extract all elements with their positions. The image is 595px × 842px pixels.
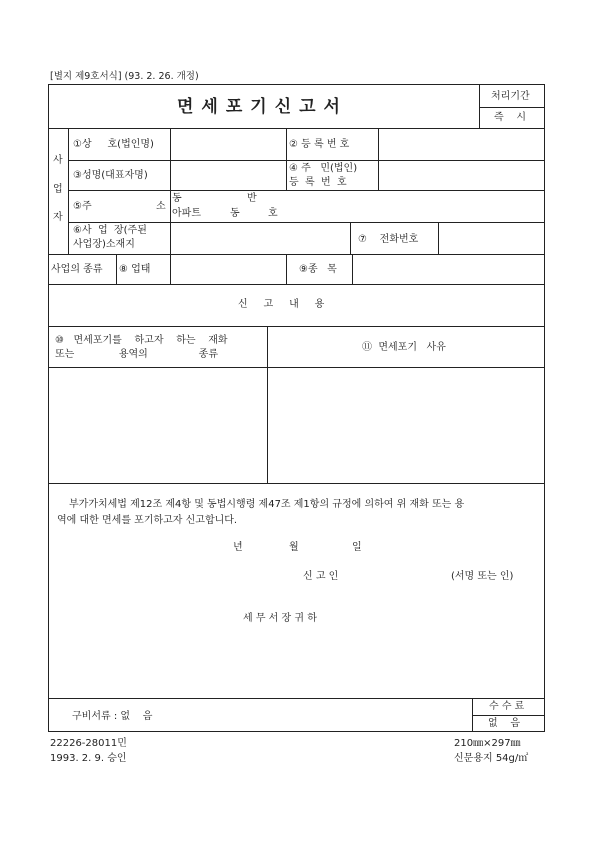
address-apartment: 아파트 [172, 208, 201, 219]
exempt-goods-label-line2: 또는 용역의 종류 [55, 349, 218, 360]
processing-period-value: 즉 시 [494, 112, 527, 123]
business-category-label: ⑧ 업태 [119, 264, 151, 275]
paper-size: 210㎜×297㎜ [454, 738, 521, 749]
exempt-goods-field[interactable] [50, 369, 265, 481]
declarant-label: 신 고 인 [303, 571, 339, 582]
address-field[interactable] [290, 192, 543, 220]
fee-label: 수 수 료 [489, 701, 525, 712]
trade-name-label: ①상 호(법인명) [73, 139, 154, 150]
workplace-address-field[interactable] [172, 224, 348, 252]
business-type-label: 사업의 종류 [51, 264, 103, 275]
resident-number-field[interactable] [380, 162, 543, 188]
waiver-reason-label: ⑪ 면세포기 사유 [362, 342, 446, 353]
waiver-reason-field[interactable] [269, 369, 543, 481]
applicant-side-label-3: 자 [53, 212, 63, 223]
approval-date: 1993. 2. 9. 승인 [50, 753, 127, 764]
resident-number-label-line1: ④ 주 민(법인) [289, 163, 358, 174]
address-label-left: ⑤주 [73, 201, 92, 212]
business-item-field[interactable] [354, 256, 543, 282]
tax-office-addressee: 세 무 서 장 귀 하 [243, 613, 317, 624]
processing-period-label: 처리기간 [491, 91, 530, 102]
registration-number-field[interactable] [380, 130, 543, 158]
declaration-text-line2: 역에 대한 면세를 포기하고자 신고합니다. [57, 515, 238, 526]
business-category-field[interactable] [172, 256, 284, 282]
signature-label: (서명 또는 인) [451, 571, 514, 582]
address-unit: 호 [268, 208, 278, 219]
form-code: 22226-28011민 [50, 738, 127, 749]
date-year-label: 년 [233, 542, 243, 553]
fee-value: 없 음 [488, 718, 521, 729]
address-label-right: 소 [156, 201, 166, 212]
phone-field[interactable] [440, 224, 543, 252]
date-day-label: 일 [352, 542, 362, 553]
business-item-label: ⑨종 목 [299, 264, 337, 275]
exempt-goods-label-line1: ⑩ 면세포기를 하고자 하는 재화 [55, 335, 228, 346]
trade-name-field[interactable] [172, 130, 284, 158]
attachments-label: 구비서류 : 없 음 [72, 711, 153, 722]
resident-number-label-line2: 등 록 번 호 [289, 177, 347, 188]
paper-type: 신문용지 54g/㎡ [454, 753, 529, 764]
registration-number-label: ② 등 록 번 호 [289, 139, 350, 150]
declaration-text-line1: 부가가치세법 제12조 제4항 및 동법시행령 제47조 제1항의 규정에 의하여 위 재화 또는 용 [69, 499, 465, 510]
representative-name-label: ③성명(대표자명) [73, 170, 148, 181]
form-version-note: [별지 제9호서식] (93. 2. 26. 개정) [50, 71, 199, 82]
address-dong: 동 [172, 193, 182, 204]
address-ban: 반 [247, 193, 257, 204]
date-month-label: 월 [289, 542, 299, 553]
phone-label: ⑦ 전화번호 [358, 234, 419, 245]
workplace-label-line2: 사업장)소재지 [73, 239, 135, 250]
report-content-heading: 신 고 내 용 [238, 299, 325, 310]
workplace-label-line1: ⑥사 업 장(주된 [73, 225, 147, 236]
applicant-side-label-1: 사 [53, 155, 63, 166]
address-building: 동 [230, 208, 240, 219]
form-title: 면세포기신고서 [177, 97, 348, 117]
applicant-side-label-2: 업 [53, 184, 63, 195]
representative-name-field[interactable] [172, 162, 284, 188]
